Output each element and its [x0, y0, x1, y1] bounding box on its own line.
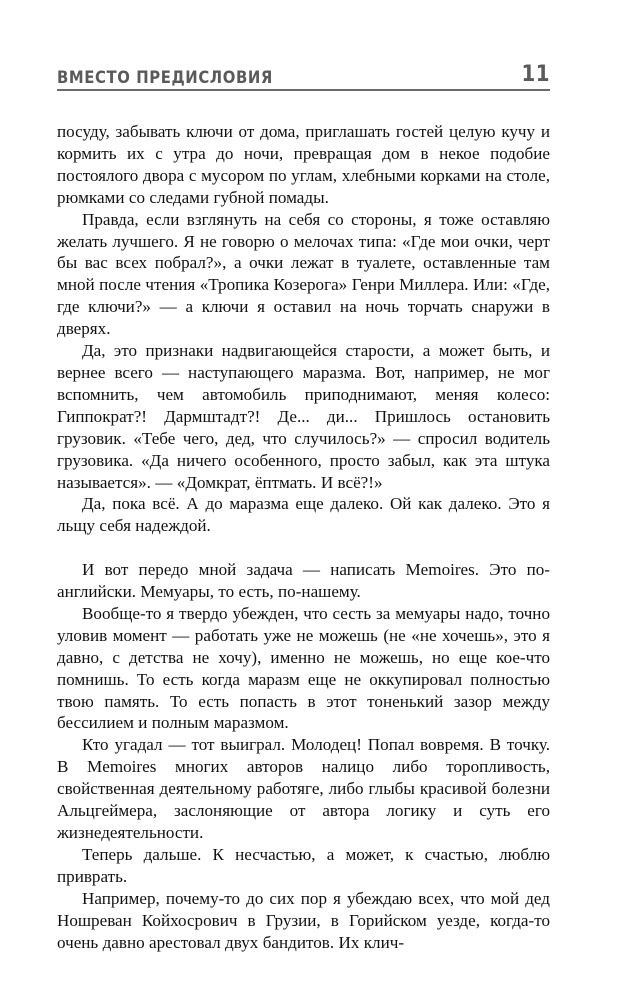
body-text-column — [57, 121, 550, 953]
paragraph: И вот передо мной задача — написать Memoires. Это по-английски. Мемуары, то есть, по-нашему. — [57, 560, 550, 602]
running-head-title: ВМЕСТО ПРЕДИСЛОВИЯ — [57, 67, 273, 87]
paragraph: Да, это признаки надвигающейся старости, а может быть, и вернее всего — наступающего маразма. Вот, например, не мог вспомнить, чем автомобиль приподнимают, меняя колесо: Гиппократ?! Дармштадт?! Де... ди... Пришлось остановить грузовик. «Тебе чего, дед, что случилось?» — спросил водитель грузовика. «Да ничего особенного, просто забыл, как эта штука называется». — «Домкрат, ёптмать. И всё?!» — [57, 341, 550, 492]
paragraph: Правда, если взглянуть на себя со стороны, я тоже оставляю желать лучшего. Я не говорю о мелочах типа: «Где мои очки, черт бы вас всех побрал?», а очки лежат в туалете, оставленные там мной после чтения «Тропика Козерога» Генри Миллера. Или: «Где, где ключи?» — а ключи я оставил на ночь торчать снаружи в дверях. — [57, 209, 550, 339]
paragraph: посуду, забывать ключи от дома, приглашать гостей целую кучу и кормить их с утра до ночи, превращая дом в некое подобие постоялого двора с мусором по углам, хлебными корками на столе, рюмками со следами губной помады. — [57, 122, 550, 207]
paragraph: Например, почему-то до сих пор я убеждаю всех, что мой дед Ношреван Койхосрович в Грузии, в Горийском уезде, когда-то очень давно арестовал двух бандитов. Их клич- — [57, 888, 550, 952]
page-number: 11 — [521, 62, 550, 87]
paragraph: Вообще-то я твердо убежден, что сесть за мемуары надо, точно уловив момент — работать уже не можешь (не «не хочешь», это я давно, с детства не хочу), именно не можешь, но еще кое-что помнишь. То есть когда маразм еще не оккупировал полностью твою память. То есть попасть в этот тоненький зазор между бессилием и полным маразмом. — [57, 603, 550, 733]
paragraph: Теперь дальше. К несчастью, а может, к счастью, люблю приврать. — [57, 844, 550, 886]
paragraph: Да, пока всё. А до маразма еще далеко. Ой как далеко. Это я льщу себя надеждой. — [57, 494, 550, 536]
paragraph: Кто угадал — тот выиграл. Молодец! Попал вовремя. В точку. В Memoires многих авторов налицо либо торопливость, свойственная деятельному работяге, либо глыбы красивой болезни Альцгеймера, заслоняющие от автора логику и суть его жизнедеятельности. — [57, 735, 550, 842]
running-head — [57, 64, 550, 91]
